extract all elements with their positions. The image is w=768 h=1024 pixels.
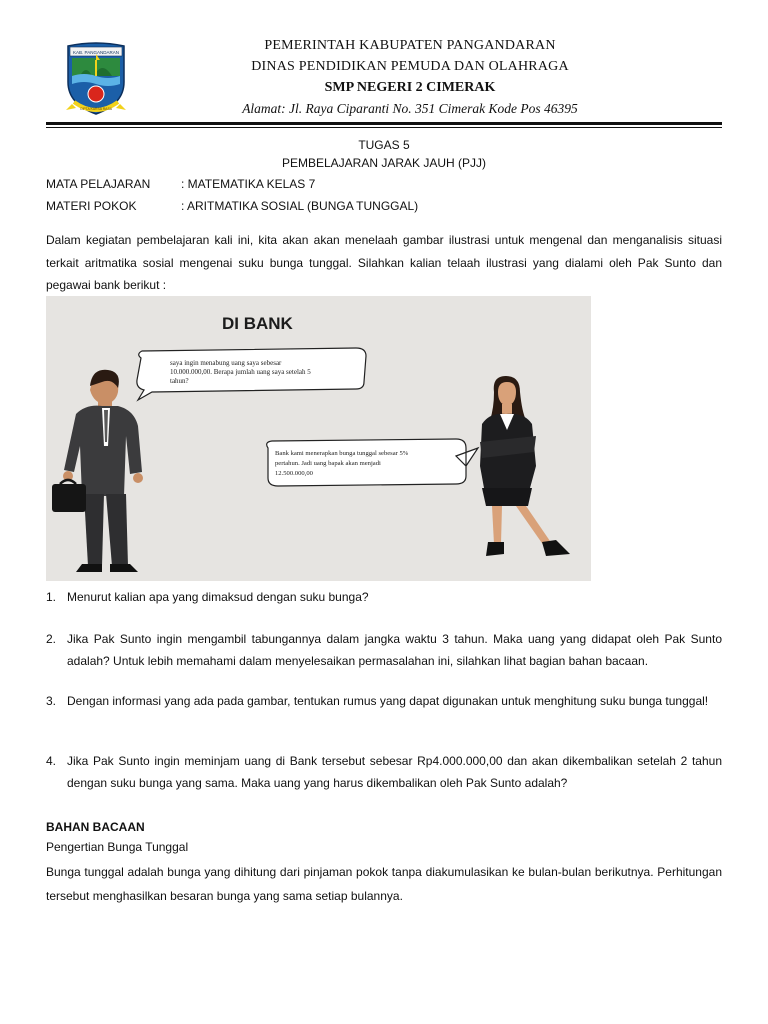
reading-heading: BAHAN BACAAN (46, 820, 145, 834)
reading-body: Bunga tunggal adalah bunga yang dihitung dari pinjaman pokok tanpa diakumulasikan ke bulan-bulan berikutnya. Perhitungan tersebut menghasilkan besaran bunga yang sama setiap bulannya. (46, 865, 722, 903)
question-number: 2. (46, 632, 57, 646)
subject-value: : MATEMATIKA KELAS 7 (181, 177, 316, 191)
question-text: Jika Pak Sunto ingin meminjam uang di Bank tersebut sebesar Rp4.000.000,00 dan akan dikembalikan setelah 2 tahun dengan suku bunga yang sama. Maka uang yang harus dikembalikan oleh Pak Sunto adalah? (67, 754, 722, 790)
illustration-heading: DI BANK (222, 314, 293, 333)
question-number: 4. (46, 754, 57, 768)
subject-row (46, 177, 726, 193)
svg-text:KAB. PANGANDARAN: KAB. PANGANDARAN (73, 50, 119, 55)
question-3 (46, 690, 722, 712)
regency-logo (62, 38, 130, 118)
question-text: Dengan informasi yang ada pada gambar, tentukan rumus yang dapat digunakan untuk menghitung suku bunga tunggal! (67, 694, 709, 708)
letterhead-department: DINAS PENDIDIKAN PEMUDA DAN OLAHRAGA (251, 59, 569, 74)
svg-text:10.000.000,00. Berapa jumlah u: 10.000.000,00. Berapa jumlah uang saya setelah 5 (170, 368, 311, 376)
letterhead-address: Alamat: Jl. Raya Ciparanti No. 351 Cimerak Kode Pos 46395 (242, 101, 578, 116)
svg-text:Bank kami menerapkan bunga tun: Bank kami menerapkan bunga tunggal sebesar 5% (275, 450, 409, 457)
topic-row (46, 199, 726, 215)
letterhead-government: PEMERINTAH KABUPATEN PANGANDARAN (264, 38, 556, 53)
question-1 (46, 586, 722, 608)
svg-text:CIPTA KARSA RASA: CIPTA KARSA RASA (80, 107, 112, 111)
task-subtitle: PEMBELAJARAN JARAK JAUH (PJJ) (281, 156, 487, 170)
letterhead (140, 36, 680, 120)
svg-text:saya ingin menabung uang saya: saya ingin menabung uang saya sebesar (170, 359, 282, 367)
task-title: TUGAS 5 (358, 138, 410, 152)
svg-text:12.500.000,00: 12.500.000,00 (275, 470, 313, 477)
intro-paragraph: Dalam kegiatan pembelajaran kali ini, kita akan akan menelaah gambar ilustrasi untuk mengenal dan menganalisis situasi terkait aritmatika sosial mengenai suku bunga tunggal. Silahkan kalian telaah ilustrasi yang dialami oleh Pak Sunto dan pegawai bank berikut : (46, 233, 722, 292)
bank-illustration (46, 296, 591, 581)
letterhead-school: SMP NEGERI 2 CIMERAK (324, 80, 496, 95)
topic-label: MATERI POKOK (46, 199, 137, 213)
letterhead-rule-thick (46, 122, 722, 125)
letterhead-rule-thin (46, 127, 722, 128)
subject-label: MATA PELAJARAN (46, 177, 151, 191)
reading-subheading: Pengertian Bunga Tunggal (46, 840, 189, 854)
question-number: 3. (46, 694, 57, 708)
svg-text:tahun?: tahun? (170, 377, 189, 385)
question-text: Jika Pak Sunto ingin mengambil tabungannya dalam jangka waktu 3 tahun. Maka uang yang didapat oleh Pak Sunto adalah? Untuk lebih memahami dalam menyelesaikan permasalahan ini, silahkan lihat bagian bahan bacaan. (67, 632, 722, 668)
question-text: Menurut kalian apa yang dimaksud dengan suku bunga? (67, 590, 369, 604)
topic-value: : ARITMATIKA SOSIAL (BUNGA TUNGGAL) (181, 199, 419, 213)
svg-text:pertahun. Jadi uang bapak akan: pertahun. Jadi uang bapak akan menjadi (275, 460, 381, 467)
question-4 (46, 750, 722, 794)
question-number: 1. (46, 590, 57, 604)
woman-speech-bubble (267, 439, 478, 486)
question-2 (46, 628, 722, 672)
